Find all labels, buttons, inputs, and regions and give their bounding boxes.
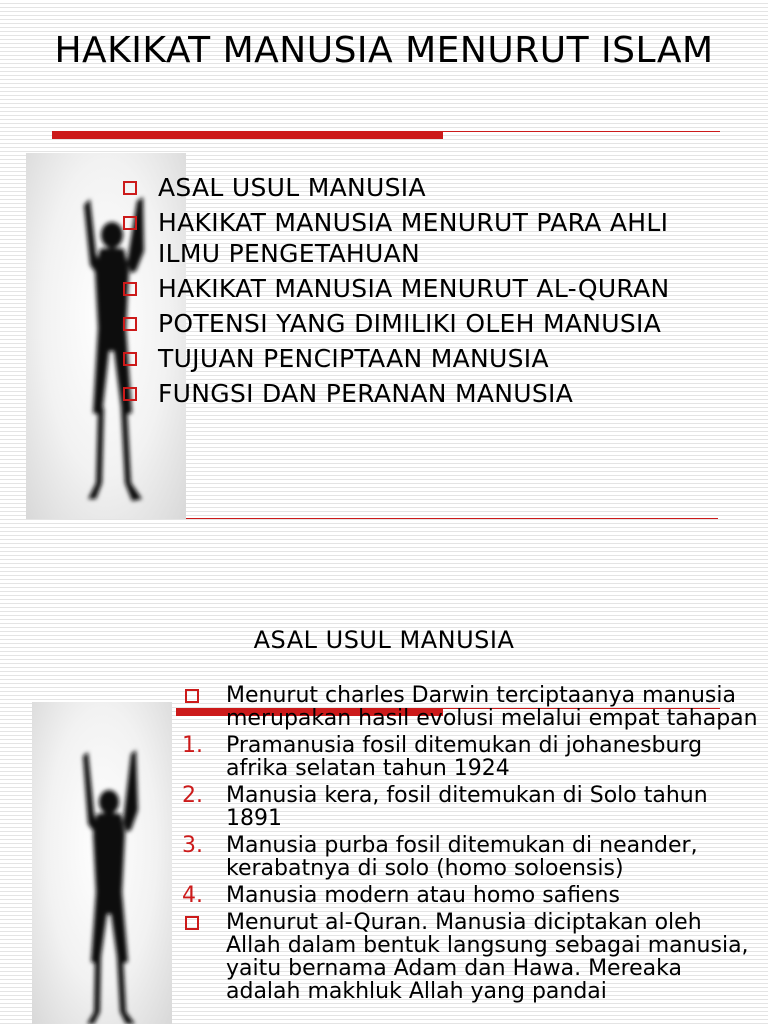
bottom-divider-line (186, 518, 718, 519)
list-item (120, 207, 680, 269)
title-underline-thin (443, 131, 720, 132)
hollow-square-bullet-icon (123, 181, 137, 195)
hollow-square-bullet-icon (123, 317, 137, 331)
list-item-text: POTENSI YANG DIMILIKI OLEH MANUSIA (158, 309, 662, 338)
list-item-text: Menurut al-Quran. Manusia diciptakan oleh Allah dalam bentuk langsung sebagai manusia, yaitu bernama Adam dan Hawa. Mereaka adalah makhluk Allah yang pandai (226, 910, 749, 1004)
person-silhouette-icon (32, 702, 172, 1024)
slide-title: HAKIKAT MANUSIA MENURUT ISLAM (54, 30, 714, 71)
list-item-text: Pramanusia fosil ditemukan di johanesburg afrika selatan tahun 1924 (226, 733, 703, 781)
hollow-square-bullet-icon (123, 387, 137, 401)
slide-2 (0, 568, 768, 1024)
silhouette-figure-image (32, 702, 172, 1024)
title-underline-thick (52, 131, 443, 139)
list-item (120, 378, 680, 409)
list-item-text: HAKIKAT MANUSIA MENURUT PARA AHLI ILMU PENGETAHUAN (158, 208, 669, 268)
list-item-number: 2. (182, 783, 203, 808)
hollow-square-bullet-icon (123, 352, 137, 366)
hollow-square-bullet-icon (185, 689, 199, 703)
list-item-text: HAKIKAT MANUSIA MENURUT AL-QURAN (158, 274, 670, 303)
list-item (182, 784, 762, 830)
list-item (182, 911, 762, 1003)
hollow-square-bullet-icon (123, 282, 137, 296)
list-item (182, 684, 762, 730)
list-item-text: TUJUAN PENCIPTAAN MANUSIA (158, 344, 549, 373)
list-item-number: 1. (182, 733, 203, 758)
list-item-text: ASAL USUL MANUSIA (158, 173, 426, 202)
list-item (120, 172, 680, 203)
list-item-number: 3. (182, 833, 203, 858)
list-item-number: 4. (182, 883, 203, 908)
hollow-square-bullet-icon (185, 916, 199, 930)
list-item (120, 308, 680, 339)
topic-list (120, 172, 680, 413)
evolution-list (182, 684, 762, 1007)
list-item-text: Menurut charles Darwin terciptaanya manusia merupakan hasil evolusi melalui empat tahapan (226, 683, 758, 731)
hollow-square-bullet-icon (123, 216, 137, 230)
list-item (182, 734, 762, 780)
slide-title: ASAL USUL MANUSIA (253, 626, 515, 654)
list-item (182, 834, 762, 880)
list-item-text: Manusia modern atau homo safiens (226, 883, 620, 908)
list-item (120, 273, 680, 304)
list-item-text: Manusia purba fosil ditemukan di neander, kerabatnya di solo (homo soloensis) (226, 833, 698, 881)
list-item-text: FUNGSI DAN PERANAN MANUSIA (158, 379, 574, 408)
list-item (120, 343, 680, 374)
list-item (182, 884, 762, 907)
list-item-text: Manusia kera, fosil ditemukan di Solo tahun 1891 (226, 783, 708, 831)
